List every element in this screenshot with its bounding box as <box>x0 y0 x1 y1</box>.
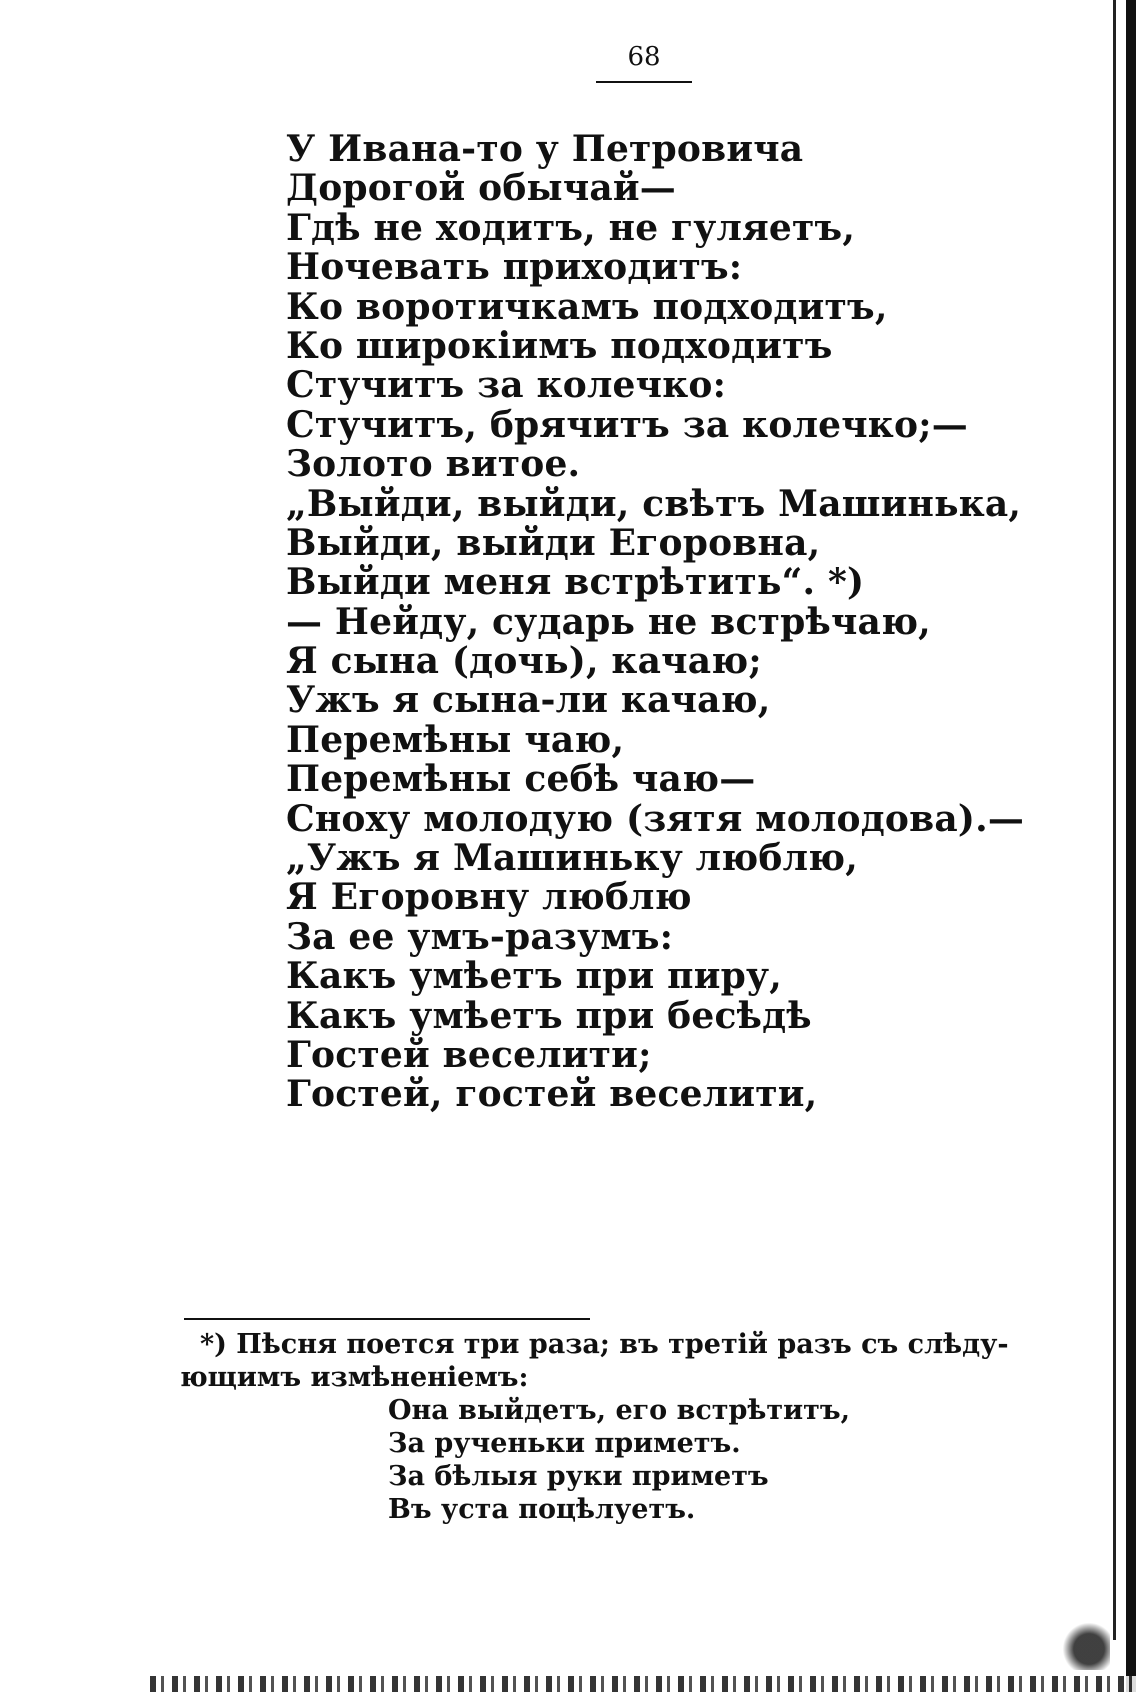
verse-line: Перемѣны чаю, <box>286 718 625 761</box>
song-verse <box>286 130 1024 1115</box>
verse-line: За ее умъ-разумъ: <box>286 915 674 958</box>
scan-artifact-corner <box>1040 1600 1110 1670</box>
verse-line: — Нейду, сударь не встрѣчаю, <box>286 600 931 643</box>
verse-line: Гдѣ не ходитъ, не гуляетъ, <box>286 206 856 249</box>
verse-line: Выйди меня встрѣтить“. *) <box>286 561 865 604</box>
verse-line: Золото витое. <box>286 443 581 486</box>
verse-line: Какъ умѣетъ при пиру, <box>286 955 782 998</box>
footnote-intro-line: *) Пѣсня поется три раза; въ третій разъ съ слѣду- <box>200 1329 1009 1360</box>
verse-line: У Ивана-то у Петровича <box>286 128 804 170</box>
verse-line: Сноху молодую (зятя молодова).— <box>286 797 1025 840</box>
footnote-verse-line: Въ уста поцѣлуетъ. <box>388 1494 696 1525</box>
verse-line: Дорогой обычай— <box>286 167 676 210</box>
verse-line: Стучитъ за колечко: <box>286 364 727 407</box>
verse-line: „Ужъ я Машиньку люблю, <box>286 837 859 880</box>
verse-line: Ко воротичкамъ подходитъ, <box>286 285 888 328</box>
footnote-divider <box>184 1318 590 1320</box>
verse-line: Перемѣны себѣ чаю— <box>286 758 756 801</box>
verse-line: Я сына (дочь), качаю; <box>286 640 762 683</box>
verse-line: Ночевать приходитъ: <box>286 246 743 289</box>
verse-line: Выйди, выйди Егоровна, <box>286 521 821 564</box>
page-edge-shadow <box>1126 0 1136 1692</box>
page-number: 68 <box>627 42 661 72</box>
verse-line: Я Егоровну люблю <box>286 876 692 919</box>
footnote-verse <box>388 1394 1120 1526</box>
footnote-intro-line: ющимъ измѣненіемъ: <box>180 1362 529 1393</box>
scan-artifact-bottom <box>150 1676 1140 1692</box>
footnote <box>180 1328 1120 1526</box>
verse-line: „Выйди, выйди, свѣтъ Машинька, <box>286 482 1022 525</box>
footnote-verse-line: За рученьки приметъ. <box>388 1428 741 1459</box>
verse-line: Какъ умѣетъ при бесѣдѣ <box>286 994 812 1037</box>
verse-line: Стучитъ, брячитъ за колечко;— <box>286 403 968 446</box>
verse-line: Гостей веселити; <box>286 1033 652 1076</box>
verse-line: Ко широкіимъ подходитъ <box>286 324 833 367</box>
verse-line: Ужъ я сына-ли качаю, <box>286 679 771 722</box>
footnote-verse-line: Она выйдетъ, его встрѣтитъ, <box>388 1395 850 1426</box>
verse-line: Гостей, гостей веселити, <box>286 1073 818 1116</box>
footnote-verse-line: За бѣлыя руки приметъ <box>388 1461 769 1492</box>
page-number-rule <box>596 81 692 83</box>
